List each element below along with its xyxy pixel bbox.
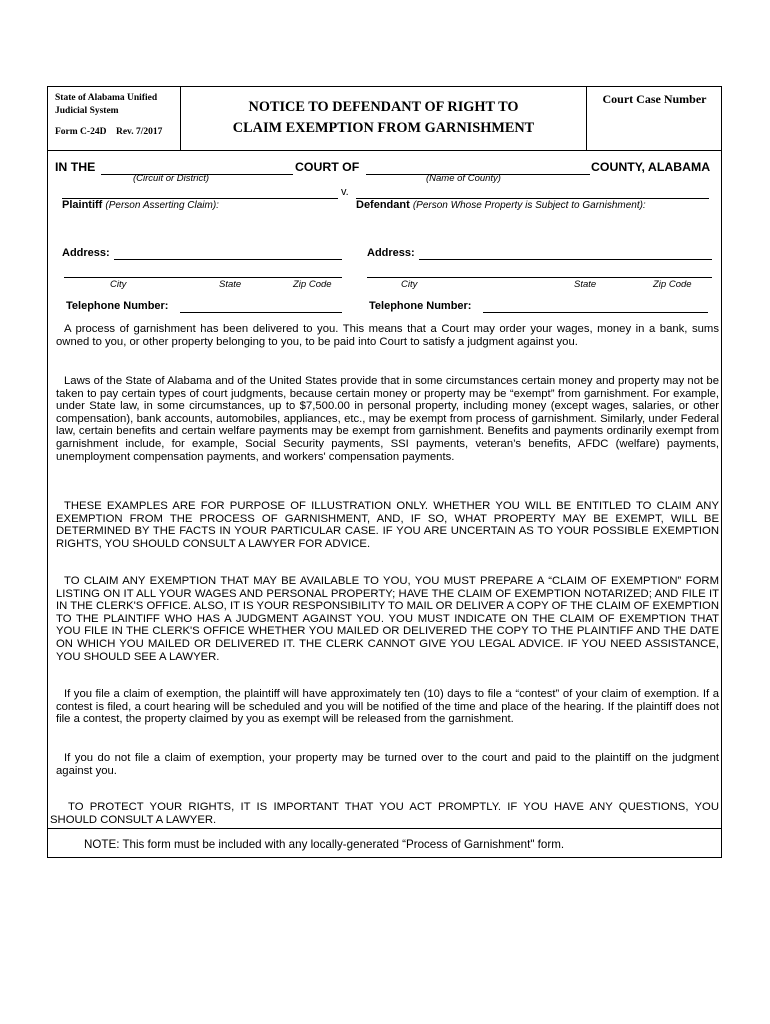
page-title — [181, 97, 586, 139]
form-revision: Rev. 7/2017 — [115, 127, 163, 137]
defendant-phone-label: Telephone Number: — [369, 300, 472, 312]
in-the-label: IN THE — [55, 160, 96, 174]
court-case-number-label: Court Case Number — [602, 92, 707, 106]
form-number: Form C-24D — [55, 127, 107, 137]
circuit-hint: (Circuit or District) — [133, 173, 209, 184]
form-id — [55, 127, 162, 137]
title-line2: CLAIM EXEMPTION FROM GARNISHMENT — [232, 120, 535, 136]
defendant-phone-field[interactable] — [483, 312, 708, 313]
defendant-address-label: Address: — [367, 247, 415, 259]
paragraph-act-promptly: TO PROTECT YOUR RIGHTS, IT IS IMPORTANT THAT YOU ACT PROMPTLY. IF YOU HAVE ANY QUESTIONS, YOU SHOULD CONSULT A LAWYER. — [50, 801, 719, 826]
paragraph-contest: If you file a claim of exemption, the plaintiff will have approximately ten (10) days to file a “contest” of your claim of exemption. If a contest is filed, a court hearing will be scheduled and you will be notified of the time and place of the hearing. If the plaintiff does not file a contest, the property claimed by you as exempt will be released from the garnishment. — [56, 688, 719, 726]
plaintiff-address-label: Address: — [62, 247, 110, 259]
title-line1: NOTICE TO DEFENDANT OF RIGHT TO — [248, 99, 519, 115]
defendant-label: Defendant — [356, 199, 410, 211]
plaintiff-phone-field[interactable] — [180, 312, 342, 313]
header-bottom-rule — [47, 150, 722, 151]
plaintiff-caption — [62, 199, 219, 211]
plaintiff-city-state-zip-field[interactable] — [64, 277, 342, 278]
versus-label: v. — [341, 186, 349, 198]
defendant-city-label: City — [401, 279, 418, 290]
defendant-address-field[interactable] — [419, 259, 712, 260]
agency-line2: Judicial System — [55, 106, 119, 116]
note-divider — [47, 828, 722, 829]
paragraph-illustration-only: THESE EXAMPLES ARE FOR PURPOSE OF ILLUSTRATION ONLY. WHETHER YOU WILL BE ENTITLED TO CLAIM ANY EXEMPTION FROM THE PROCESS OF GARNISHMENT, AND, IF SO, WHAT PROPERTY MAY BE EXEMPT, WILL BE DETERMINED BY THE FACTS IN YOUR PARTICULAR CASE. IF YOU ARE UNCERTAIN AS TO YOUR POSSIBLE EXEMPTION RIGHTS, YOU SHOULD CONSULT A LAWYER FOR ADVICE. — [56, 500, 719, 550]
defendant-caption — [356, 199, 646, 211]
defendant-hint: (Person Whose Property is Subject to Garnishment): — [412, 200, 646, 211]
agency-line1: State of Alabama Unified — [55, 93, 158, 103]
defendant-state-label: State — [574, 279, 597, 290]
paragraph-how-to-claim: TO CLAIM ANY EXEMPTION THAT MAY BE AVAILABLE TO YOU, YOU MUST PREPARE A “CLAIM OF EXEMPTION” FORM LISTING ON IT ALL YOUR WAGES AND PERSONAL PROPERTY; HAVE THE CLAIM OF EXEMPTION NOTARIZED; AND FILE IT IN THE CLERK'S OFFICE. ALSO, IT IS YOUR RESPONSIBILITY TO MAIL OR DELIVER A COPY OF THE CLAIM OF EXEMPTION TO THE PLAINTIFF WHO HAS A JUDGMENT AGAINST YOU. YOU MUST INDICATE ON THE CLAIM OF EXEMPTION THAT YOU FILE IN THE CLERK'S OFFICE WHETHER YOU MAILED OR DELIVERED THE COPY TO THE PLAINTIFF AND THE DATE ON WHICH YOU MAILED OR DELIVERED IT. THE CLERK CANNOT GIVE YOU LEGAL ADVICE. IF YOU NEED ASSISTANCE, YOU SHOULD SEE A LAWYER. — [56, 575, 719, 663]
footer-note: NOTE: This form must be included with any locally-generated “Process of Garnishment" form. — [84, 838, 565, 851]
plaintiff-zip-label: Zip Code — [293, 279, 332, 290]
plaintiff-hint: (Person Asserting Claim): — [105, 200, 219, 211]
court-case-number-input[interactable] — [592, 110, 717, 146]
agency-name — [55, 92, 157, 118]
defendant-city-state-zip-field[interactable] — [367, 277, 712, 278]
plaintiff-phone-label: Telephone Number: — [66, 300, 169, 312]
plaintiff-state-label: State — [219, 279, 242, 290]
county-hint: (Name of County) — [426, 173, 501, 184]
court-of-label: COURT OF — [295, 160, 360, 174]
plaintiff-address-field[interactable] — [114, 259, 342, 260]
paragraph-garnishment-delivered: A process of garnishment has been delivered to you. This means that a Court may order your wages, money in a bank, sums owned to you, or other property belonging to you, to be paid into Court to satisfy a judgment against you. — [56, 323, 719, 348]
county-alabama-label: COUNTY, ALABAMA — [591, 160, 711, 174]
plaintiff-label: Plaintiff — [62, 199, 103, 211]
paragraph-exemption-laws: Laws of the State of Alabama and of the United States provide that in some circumstances certain money and property may not be taken to pay certain types of court judgments, because certain money or property may be “exempt” from garnishment. For example, under State law, in some circumstances, up to $7,500.00 in personal property, including money (except wages, salaries, or other compensation), bank accounts, automobiles, appliances, etc., may be exempt from process of garnishment. Similarly, under Federal law, certain benefits and certain welfare payments may be exempt from garnishment. Benefits and payments ordinarily exempt from garnishment include, for example, Social Security payments, SSI payments, veteran’s benefits, AFDC (welfare) payments, unemployment compensation payments, and workers' compensation payments. — [56, 375, 719, 463]
paragraph-no-claim: If you do not file a claim of exemption, your property may be turned over to the court and paid to the plaintiff on the judgment against you. — [56, 752, 719, 777]
plaintiff-city-label: City — [110, 279, 127, 290]
defendant-zip-label: Zip Code — [653, 279, 692, 290]
